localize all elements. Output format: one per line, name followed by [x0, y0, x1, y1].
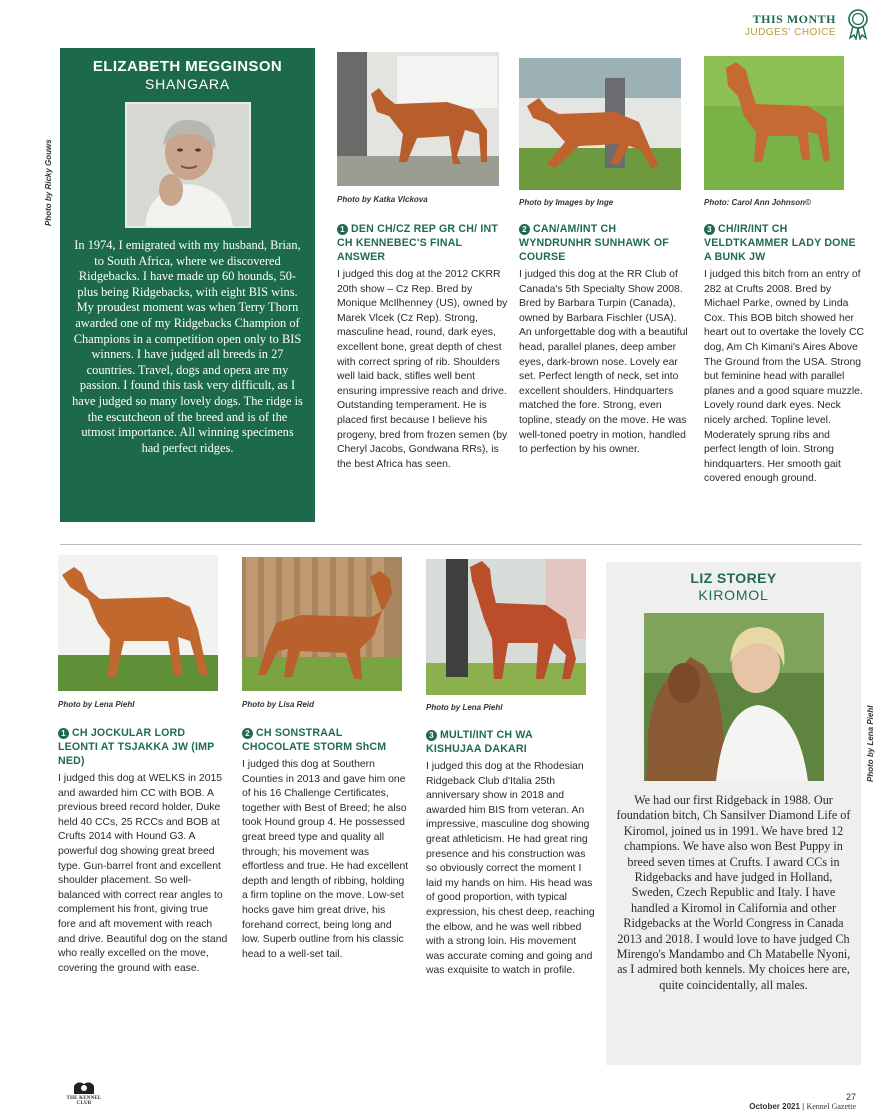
dog-bottom-2-title [242, 726, 412, 754]
judge1-bio: In 1974, I emigrated with my husband, Brian, to South Africa, where we discovered Ridgebacks. I have made up 60 hounds, 50-plus being Ridgebacks, with eight BIS wins. My proudest moment was when Terry Thorn awarded one of my Ridgebacks Champion of Champions in a competition open only to BIS winners. I have judged all breeds in 27 countries. Travel, dogs and opera are my passion. I found this task very difficult, as I have judged so many lovely dogs. The ridge is the escutcheon of the breed and is of the utmost importance. All winning specimens had perfect ridges. [72, 238, 303, 455]
dog-bottom-2-credit: Photo by Lisa Reid [242, 700, 315, 709]
header-subtitle: JUDGES' CHOICE [744, 27, 836, 38]
judge1-name: ELIZABETH MEGGINSON [92, 58, 283, 75]
dog-photo-top-3 [704, 56, 844, 190]
dog-bottom-1-name: CH JOCKULAR LORD LEONTI AT TSJAKKA JW (IMP NED) [58, 727, 215, 767]
dog-photo-bottom-2 [242, 557, 402, 691]
dog-bottom-3-name: MULTI/INT CH WA KISHUJAA DAKARI [426, 729, 533, 755]
section-header [745, 12, 836, 38]
judge1-kennel: SHANGARA [145, 76, 230, 92]
judge1-portrait [125, 102, 251, 228]
dog-top-3-body: I judged this bitch from an entry of 282 at Crufts 2008. Bred by Michael Parke, owned by Linda Cox. This BOB bitch showed her heart out to overtake the lovely CC dog, Am Ch Kimani's Aires Above The Ground from the USA. Strong but feminine head with parallel planes and a good square muzzle. Lovely round dark eyes. Neck nicely arched. Topline level. Moderately sprung ribs and perfect length of loin. Strong hindquarters. Her smooth gait covered enough ground. [704, 269, 864, 485]
issue-date: October 2021 [749, 1102, 800, 1111]
dog-top-1-number: 1 [337, 224, 348, 235]
magazine-name: Kennel Gazette [806, 1102, 856, 1111]
dog-bottom-3-body: I judged this dog at the Rhodesian Ridgeback Club d'Italia 25th anniversary show in 2018 and awarded him BIS from veteran. An impressive, masculine dog showing great athleticism. He had great ring presence and his construction was so obviously correct the moment I laid my hands on him. His head was of good proportion, with typical expression, his chest deep, reaching the elbow, and he was well ribbed with a strong loin. His movement was accurate coming and going and was exquisite to watch in profile. [426, 761, 595, 977]
dog-bottom-2-body: I judged this dog at Southern Counties in 2013 and gave him one of his 16 Challenge Certificates, together with Best of Breed; he also took Hound group 4. He possessed great breed type and quality all through; his movement was effortless and true. He had excellent depth and length of ribbing, holding a firm topline on the move. Low-set hocks gave him great drive, his forehand correct, being long and low. Superb outline from his classic head to a well-set tail. [242, 759, 409, 960]
dog-top-3-title [704, 222, 864, 264]
dog-bottom-3-credit: Photo by Lena Piehl [426, 703, 503, 712]
judge2-name: LIZ STOREY [690, 570, 777, 586]
kennel-club-text: THE KENNEL CLUB [66, 1096, 102, 1106]
judge1-panel [60, 48, 315, 522]
footer-separator: | [802, 1102, 805, 1111]
dog-bottom-1-title [58, 726, 228, 768]
dog-top-1-credit: Photo by Katka Vlckova [337, 195, 428, 204]
page-number: 27 [845, 1092, 856, 1102]
dog-bottom-1-credit: Photo by Lena Piehl [58, 700, 135, 709]
judge2-photo-credit: Photo by Lena Piehl [866, 705, 875, 782]
dog-top-2-number: 2 [519, 224, 530, 235]
judge2-panel [606, 562, 861, 1065]
dog-photo-bottom-3 [426, 559, 586, 695]
dog-top-2-name: CAN/AM/INT CH WYNDRUNHR SUNHAWK OF COURSE [519, 223, 669, 263]
dog-photo-bottom-1 [58, 555, 218, 691]
judge2-kennel: KIROMOL [698, 587, 769, 603]
section-divider [60, 544, 862, 545]
dog-top-1-title [337, 222, 507, 264]
dog-bottom-1-number: 1 [58, 728, 69, 739]
dog-photo-top-2 [519, 58, 681, 190]
dog-top-3-credit: Photo: Carol Ann Johnson© [704, 198, 811, 207]
crest-icon [70, 1078, 98, 1096]
dog-top-1-body: I judged this dog at the 2012 CKRR 20th show – Cz Rep. Bred by Monique McIlhenney (US), owned by Marek Vlcek (Cz Rep). Strong, masculine head, round, dark eyes, excellent bone, great depth of chest with correct spring of rib. Shoulders well laid back, stifles well bent ensuring impressive reach and drive. Outstanding temperament. He is placed first because I believe his progeny, bred from frozen semen (by Cheryl Jacobs, Gondwana RRs), is the best Africa has seen. [337, 269, 508, 470]
dog-top-2-title [519, 222, 689, 264]
judge2-bio: We had our first Ridgeback in 1988. Our foundation bitch, Ch Sansilver Diamond Life of Kiromol, joined us in 1991. We have bred 12 champions. We have also won Best Puppy in breed seven times at Crufts. I award CCs in Ridgebacks and have judged in Holland, Sweden, Czech Republic and Italy. I have handled a Kiromol in California and other Ridgebacks at the World Congress in Canada 2013 and 2018. I would love to have judged Ch Mirengo's Mandambo and Ch Matabelle Nyoni, as I admired both kennels. My choices here are, quite coincidentally, all males. [616, 793, 851, 992]
dog-top-1-name: DEN CH/CZ REP GR CH/ INT CH KENNEBEC'S FINAL ANSWER [337, 223, 499, 263]
dog-bottom-3-title [426, 728, 586, 756]
dog-top-3-number: 3 [704, 224, 715, 235]
dog-bottom-2-name: CH SONSTRAAL CHOCOLATE STORM ShCM [242, 727, 387, 753]
dog-top-2-body: I judged this dog at the RR Club of Canada's 5th Specialty Show 2008. Bred by Barbara Turpin (Canada), owned by Barbara Fischler (USA). An unforgettable dog with a beautiful head, parallel planes, deep amber eyes, dark-brown nose. Lovely ear set. Perfect length of neck, set into excellent shoulders. Hindquarters matched the fore. Strong, even topline, steady on the move. He was well-toned poetry in motion, handled to perfection by his owner. [519, 269, 688, 456]
dog-bottom-2-number: 2 [242, 728, 253, 739]
dog-top-2-credit: Photo by Images by Inge [519, 198, 614, 207]
judge2-portrait [644, 613, 824, 781]
rosette-icon [846, 8, 870, 40]
dog-bottom-1-body: I judged this dog at WELKS in 2015 and awarded him CC with BOB. A previous breed record holder, Duke held 40 CCs, 25 RCCs and BOB at Crufts 2014 with Hound G3. A powerful dog showing great breed type. Gun-barrel front and excellent shoulder placement. So well-balanced with correct rear angles to complement his front, giving true fore and aft movement with reach and drive. Beautiful dog on the stand who really excelled on the move, covering the ground with ease. [58, 773, 228, 974]
dog-bottom-3-number: 3 [426, 730, 437, 741]
judge1-photo-credit: Photo by Ricky Gouws [44, 139, 53, 226]
kennel-club-logo [60, 1078, 108, 1106]
dog-photo-top-1 [337, 52, 499, 186]
page-footer [749, 1092, 856, 1111]
header-title: THIS MONTH [752, 12, 836, 26]
dog-top-3-name: CH/IR/INT CH VELDTKAMMER LADY DONE A BUNK JW [704, 223, 856, 263]
